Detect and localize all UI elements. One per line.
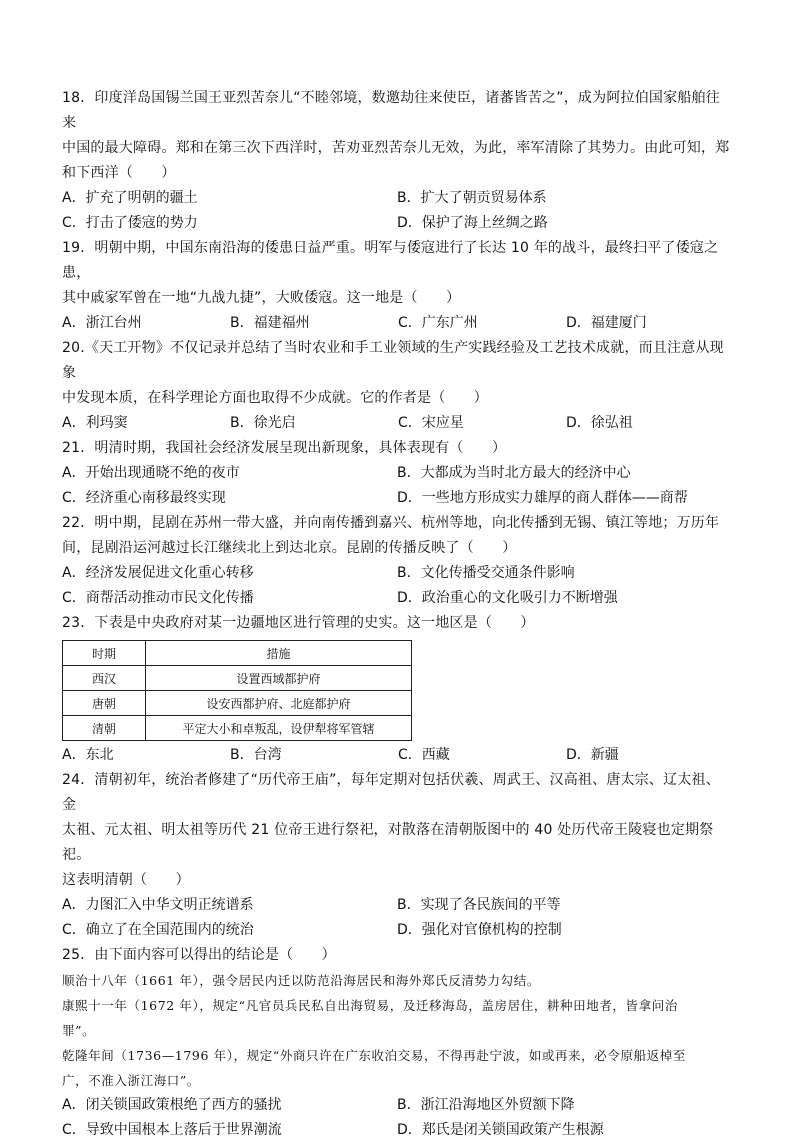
material-line: 顺治十八年（1661 年），强令居民内迁以防范沿海居民和海外郑氏反清势力勾结。 <box>62 973 540 988</box>
option-b: B．实现了各民族间的平等 <box>397 897 561 913</box>
question-stem: 22．明中期，昆剧在苏州一带大盛，并向南传播到嘉兴、杭州等地，向北传播到无锡、镇江等地；万历年 <box>62 515 720 531</box>
option-b: B．浙江沿海地区外贸额下降 <box>397 1097 575 1113</box>
material-line: 广，不准入浙江海口”。 <box>62 1073 200 1088</box>
option-c: C．确立了在全国范围内的统治 <box>62 922 254 938</box>
option-list <box>62 461 732 511</box>
table-cell: 设置西域都护府 <box>146 666 412 691</box>
option-b: B．福建福州 <box>230 315 310 331</box>
option-b: B．扩大了朝贡贸易体系 <box>397 190 547 206</box>
question-stem: 23．下表是中央政府对某一边疆地区进行管理的史实。这一地区是（ ） <box>62 615 535 631</box>
option-d: D．一些地方形成实力雄厚的商人群体——商帮 <box>397 490 688 506</box>
question-stem: 19．明朝中期，中国东南沿海的倭患日益严重。明军与倭寇进行了长达 10 年的战斗，最终扫平了倭寇之患， <box>62 240 719 281</box>
history-table <box>62 640 412 741</box>
option-d: D．郑氏是闭关锁国政策产生根源 <box>397 1122 604 1138</box>
option-c: C．商帮活动推动市民文化传播 <box>62 590 254 606</box>
table-cell: 唐朝 <box>63 691 146 716</box>
question-stem: 这表明清朝（ ） <box>62 872 190 888</box>
question-25 <box>62 943 732 1143</box>
option-a: A．经济发展促进文化重心转移 <box>62 565 254 581</box>
question-stem: 20.《天工开物》不仅记录并总结了当时农业和手工业领域的生产实践经验及工艺技术成就，而且注意从现象 <box>62 340 724 381</box>
option-list <box>62 411 732 436</box>
option-a: A．力图汇入中华文明正统谱系 <box>62 897 254 913</box>
exam-page <box>62 86 732 1143</box>
option-d: D．强化对官僚机构的控制 <box>397 922 562 938</box>
option-a: A．东北 <box>62 747 114 763</box>
option-d: D．新疆 <box>566 747 619 763</box>
option-b: B．徐光启 <box>230 415 296 431</box>
option-list <box>62 311 732 336</box>
option-c: C．广东广州 <box>398 315 478 331</box>
question-22 <box>62 511 732 611</box>
option-d: D．福建厦门 <box>566 315 647 331</box>
option-a: A．扩充了明朝的疆土 <box>62 190 198 206</box>
question-stem: 其中戚家军曾在一地“九战九捷”，大败倭寇。这一地是（ ） <box>62 290 461 306</box>
option-c: C．打击了倭寇的势力 <box>62 215 198 231</box>
option-b: B．台湾 <box>230 747 282 763</box>
question-stem: 中发现本质，在科学理论方面也取得不少成就。它的作者是（ ） <box>62 390 488 406</box>
table-row <box>63 666 412 691</box>
material-line: 罪”。 <box>62 1023 96 1038</box>
table-header-cell: 时期 <box>63 641 146 666</box>
option-a: A．浙江台州 <box>62 315 142 331</box>
question-stem: 24．清朝初年，统治者修建了“历代帝王庙”，每年定期对包括伏羲、周武王、汉高祖、唐太宗、辽太祖、金 <box>62 772 720 813</box>
question-stem: 25．由下面内容可以得出的结论是（ ） <box>62 947 336 963</box>
material-line: 乾隆年间（1736—1796 年），规定“外商只许在广东收泊交易，不得再赴宁波，如或再来，必令原船返棹至 <box>62 1048 686 1063</box>
question-stem: 和下西洋（ ） <box>62 165 176 181</box>
option-list <box>62 743 732 768</box>
question-stem: 太祖、元太祖、明太祖等历代 21 位帝王进行祭祀，对散落在清朝版图中的 40 处历代帝王陵寝也定期祭祀。 <box>62 822 714 863</box>
option-c: C．西藏 <box>398 747 450 763</box>
table-cell: 西汉 <box>63 666 146 691</box>
table-cell: 平定大小和卓叛乱，设伊犁将军管辖 <box>146 716 412 741</box>
source-material <box>62 968 732 1093</box>
option-d: D．政治重心的文化吸引力不断增强 <box>397 590 618 606</box>
option-a: A．闭关锁国政策根绝了西方的骚扰 <box>62 1097 282 1113</box>
table-header-cell: 措施 <box>146 641 412 666</box>
option-a: A．利玛窦 <box>62 415 128 431</box>
question-21 <box>62 436 732 511</box>
table-row <box>63 716 412 741</box>
option-d: D．保护了海上丝绸之路 <box>397 215 548 231</box>
table-cell: 清朝 <box>63 716 146 741</box>
option-c: C．宋应星 <box>398 415 464 431</box>
material-line: 康熙十一年（1672 年），规定“凡官员兵民私自出海贸易，及迁移海岛，盖房居住，耕种田地者，皆拿问治 <box>62 998 678 1013</box>
option-list <box>62 561 732 611</box>
table-row <box>63 691 412 716</box>
question-stem: 21．明清时期，我国社会经济发展呈现出新现象，具体表现有（ ） <box>62 440 507 456</box>
question-stem: 间，昆剧沿运河越过长江继续北上到达北京。昆剧的传播反映了（ ） <box>62 540 517 556</box>
option-list <box>62 186 732 236</box>
question-20 <box>62 336 732 436</box>
option-list <box>62 1093 732 1143</box>
option-c: C．导致中国根本上落后于世界潮流 <box>62 1122 282 1138</box>
option-list <box>62 893 732 943</box>
option-d: D．徐弘祖 <box>566 415 633 431</box>
question-23 <box>62 611 732 768</box>
option-b: B．大都成为当时北方最大的经济中心 <box>397 465 631 481</box>
question-24 <box>62 768 732 943</box>
question-19 <box>62 236 732 336</box>
option-a: A．开始出现通晓不绝的夜市 <box>62 465 240 481</box>
question-stem: 18．印度洋岛国锡兰国王亚烈苦奈儿“不睦邻境，数邀劫往来使臣，诸蕃皆苦之”，成为阿拉伯国家船舶往来 <box>62 90 720 131</box>
table-cell: 设安西都护府、北庭都护府 <box>146 691 412 716</box>
table-header-row <box>63 641 412 666</box>
question-18 <box>62 86 732 236</box>
option-c: C．经济重心南移最终实现 <box>62 490 226 506</box>
question-stem: 中国的最大障碍。郑和在第三次下西洋时，苦劝亚烈苦奈儿无效，为此，率军清除了其势力。由此可知，郑 <box>62 140 730 156</box>
option-b: B．文化传播受交通条件影响 <box>397 565 575 581</box>
